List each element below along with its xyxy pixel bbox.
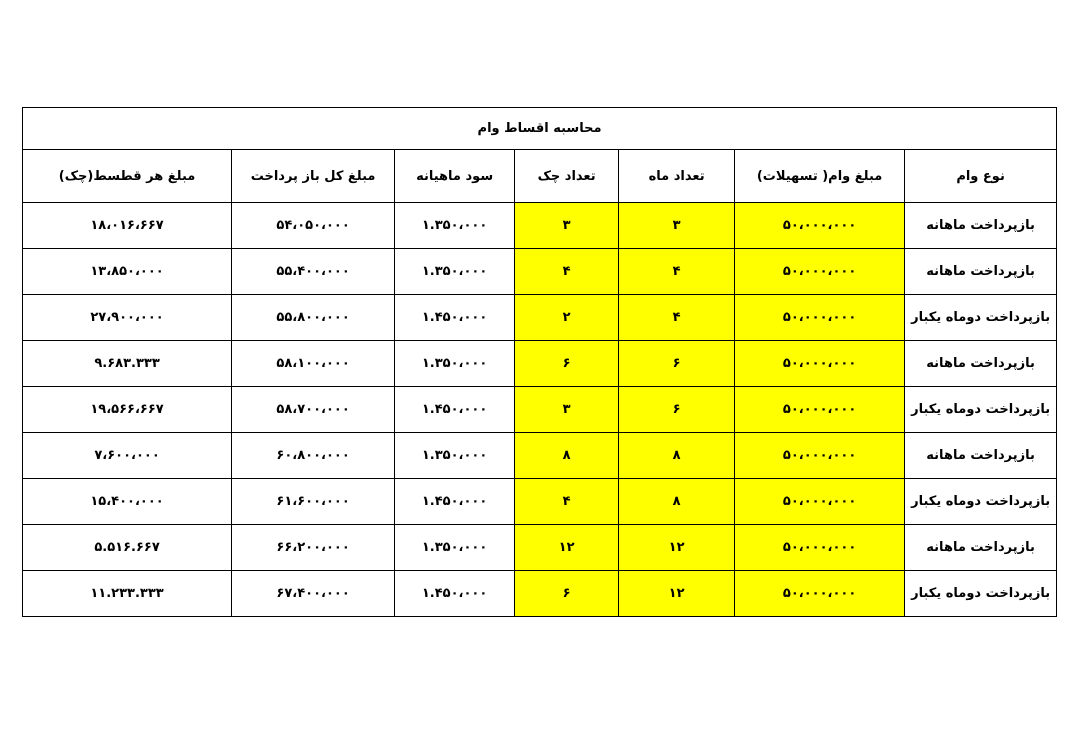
loan-amount-cell: ۵۰،۰۰۰،۰۰۰ <box>735 295 905 341</box>
total-repayment-cell: ۵۸،۱۰۰،۰۰۰ <box>232 341 395 387</box>
table-title: محاسبه اقساط وام <box>23 108 1057 150</box>
installment-amount-cell: ۲۷،۹۰۰،۰۰۰ <box>23 295 232 341</box>
monthly-interest-cell: ۱.۳۵۰،۰۰۰ <box>395 341 515 387</box>
loan-amount-cell: ۵۰،۰۰۰،۰۰۰ <box>735 479 905 525</box>
header-row <box>23 150 1057 203</box>
loan-type-cell: بازپرداخت دوماه یکبار <box>905 295 1057 341</box>
header-total-repayment: مبلغ کل باز پرداخت <box>232 150 395 203</box>
header-installment-amount: مبلغ هر قطسط(چک) <box>23 150 232 203</box>
month-count-cell: ۱۲ <box>619 571 735 617</box>
loan-amount-cell: ۵۰،۰۰۰،۰۰۰ <box>735 341 905 387</box>
total-repayment-cell: ۵۴،۰۵۰،۰۰۰ <box>232 203 395 249</box>
month-count-cell: ۳ <box>619 203 735 249</box>
loan-amount-cell: ۵۰،۰۰۰،۰۰۰ <box>735 203 905 249</box>
monthly-interest-cell: ۱.۳۵۰،۰۰۰ <box>395 203 515 249</box>
check-count-cell: ۴ <box>515 479 619 525</box>
total-repayment-cell: ۵۵،۴۰۰،۰۰۰ <box>232 249 395 295</box>
installment-amount-cell: ۹.۶۸۳.۳۳۳ <box>23 341 232 387</box>
check-count-cell: ۶ <box>515 341 619 387</box>
loan-type-cell: بازپرداخت دوماه یکبار <box>905 387 1057 433</box>
installment-amount-cell: ۷،۶۰۰،۰۰۰ <box>23 433 232 479</box>
monthly-interest-cell: ۱.۴۵۰،۰۰۰ <box>395 387 515 433</box>
total-repayment-cell: ۶۱،۶۰۰،۰۰۰ <box>232 479 395 525</box>
loan-type-cell: بازپرداخت ماهانه <box>905 203 1057 249</box>
month-count-cell: ۶ <box>619 341 735 387</box>
loan-type-cell: بازپرداخت دوماه یکبار <box>905 571 1057 617</box>
monthly-interest-cell: ۱.۴۵۰،۰۰۰ <box>395 295 515 341</box>
monthly-interest-cell: ۱.۳۵۰،۰۰۰ <box>395 433 515 479</box>
installment-amount-cell: ۱۵،۴۰۰،۰۰۰ <box>23 479 232 525</box>
month-count-cell: ۶ <box>619 387 735 433</box>
loan-type-cell: بازپرداخت ماهانه <box>905 525 1057 571</box>
header-monthly-interest: سود ماهیانه <box>395 150 515 203</box>
total-repayment-cell: ۵۵،۸۰۰،۰۰۰ <box>232 295 395 341</box>
installment-amount-cell: ۵.۵۱۶.۶۶۷ <box>23 525 232 571</box>
loan-amount-cell: ۵۰،۰۰۰،۰۰۰ <box>735 249 905 295</box>
month-count-cell: ۴ <box>619 295 735 341</box>
table-row <box>23 479 1057 525</box>
header-loan-amount: مبلغ وام( تسهیلات) <box>735 150 905 203</box>
monthly-interest-cell: ۱.۴۵۰،۰۰۰ <box>395 479 515 525</box>
month-count-cell: ۴ <box>619 249 735 295</box>
monthly-interest-cell: ۱.۳۵۰،۰۰۰ <box>395 249 515 295</box>
installment-amount-cell: ۱۳،۸۵۰،۰۰۰ <box>23 249 232 295</box>
check-count-cell: ۳ <box>515 387 619 433</box>
monthly-interest-cell: ۱.۳۵۰،۰۰۰ <box>395 525 515 571</box>
check-count-cell: ۲ <box>515 295 619 341</box>
loan-amount-cell: ۵۰،۰۰۰،۰۰۰ <box>735 525 905 571</box>
installment-amount-cell: ۱۸،۰۱۶،۶۶۷ <box>23 203 232 249</box>
loan-type-cell: بازپرداخت ماهانه <box>905 341 1057 387</box>
month-count-cell: ۸ <box>619 479 735 525</box>
check-count-cell: ۱۲ <box>515 525 619 571</box>
loan-amount-cell: ۵۰،۰۰۰،۰۰۰ <box>735 433 905 479</box>
loan-type-cell: بازپرداخت ماهانه <box>905 249 1057 295</box>
total-repayment-cell: ۶۰،۸۰۰،۰۰۰ <box>232 433 395 479</box>
installment-amount-cell: ۱۱.۲۳۳.۳۳۳ <box>23 571 232 617</box>
loan-installment-table <box>22 107 1057 617</box>
check-count-cell: ۶ <box>515 571 619 617</box>
table-row <box>23 249 1057 295</box>
table-row <box>23 341 1057 387</box>
loan-amount-cell: ۵۰،۰۰۰،۰۰۰ <box>735 571 905 617</box>
header-loan-type: نوع وام <box>905 150 1057 203</box>
loan-calculation-sheet <box>22 107 1056 617</box>
check-count-cell: ۴ <box>515 249 619 295</box>
check-count-cell: ۳ <box>515 203 619 249</box>
check-count-cell: ۸ <box>515 433 619 479</box>
table-row <box>23 295 1057 341</box>
table-row <box>23 571 1057 617</box>
loan-type-cell: بازپرداخت دوماه یکبار <box>905 479 1057 525</box>
table-row <box>23 387 1057 433</box>
total-repayment-cell: ۵۸،۷۰۰،۰۰۰ <box>232 387 395 433</box>
total-repayment-cell: ۶۶،۲۰۰،۰۰۰ <box>232 525 395 571</box>
installment-amount-cell: ۱۹،۵۶۶،۶۶۷ <box>23 387 232 433</box>
table-row <box>23 203 1057 249</box>
table-row <box>23 433 1057 479</box>
total-repayment-cell: ۶۷،۴۰۰،۰۰۰ <box>232 571 395 617</box>
month-count-cell: ۱۲ <box>619 525 735 571</box>
header-month-count: تعداد ماه <box>619 150 735 203</box>
loan-amount-cell: ۵۰،۰۰۰،۰۰۰ <box>735 387 905 433</box>
header-check-count: تعداد چک <box>515 150 619 203</box>
monthly-interest-cell: ۱.۴۵۰،۰۰۰ <box>395 571 515 617</box>
loan-type-cell: بازپرداخت ماهانه <box>905 433 1057 479</box>
table-row <box>23 525 1057 571</box>
month-count-cell: ۸ <box>619 433 735 479</box>
